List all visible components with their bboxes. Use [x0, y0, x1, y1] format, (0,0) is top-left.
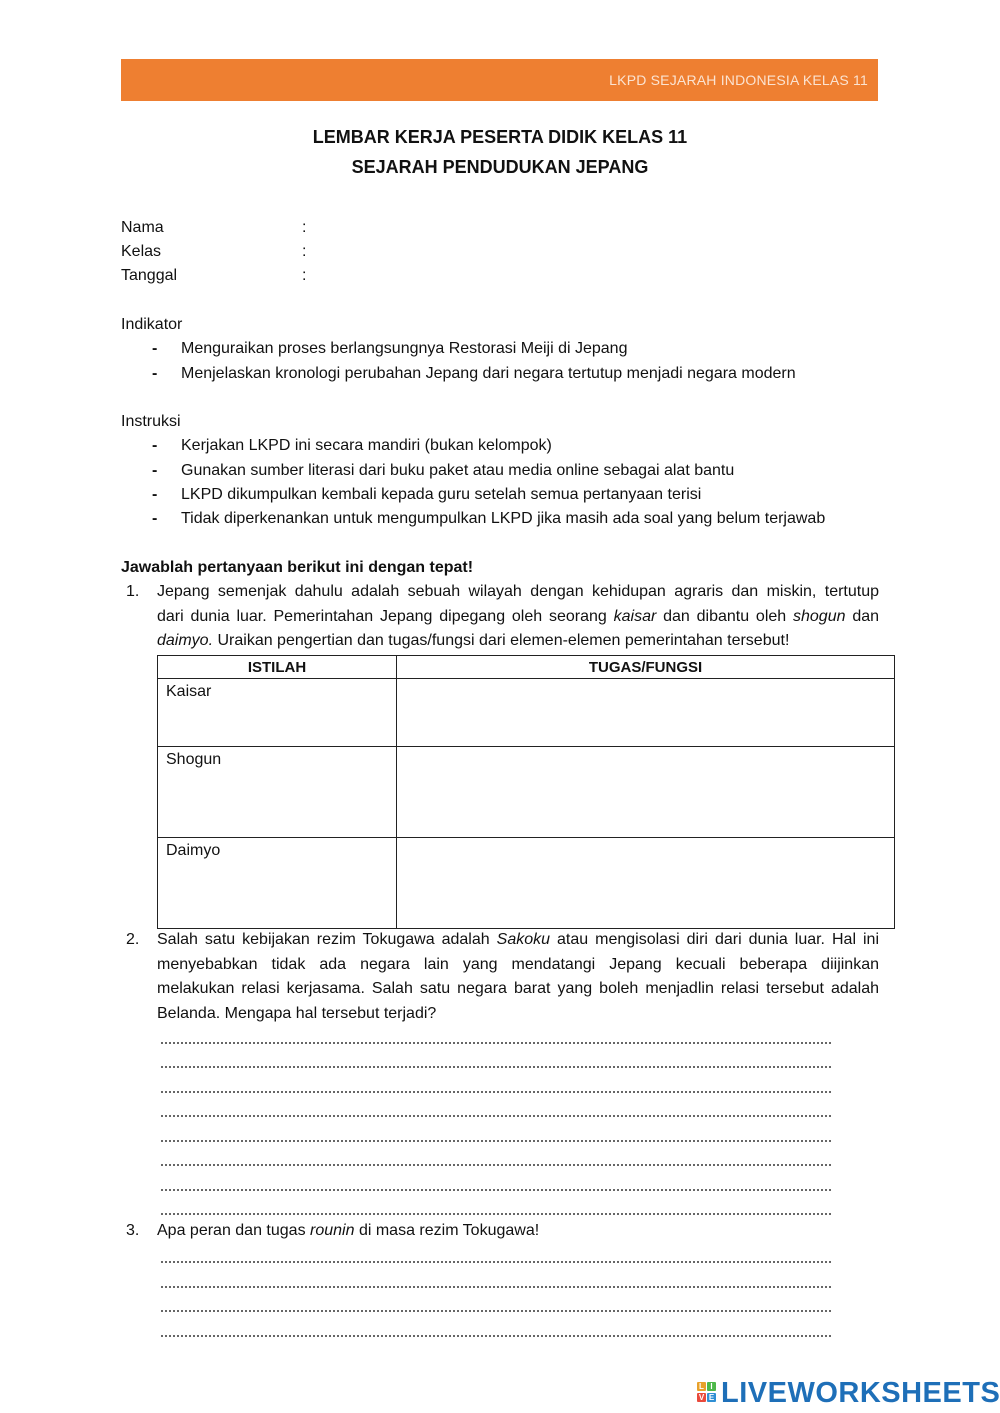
answer-line[interactable]: [160, 1066, 832, 1068]
questions-heading: Jawablah pertanyaan berikut ini dengan tepat!: [121, 559, 474, 576]
instruksi-item: Gunakan sumber literasi dari buku paket atau media online sebagai alat bantu: [181, 462, 735, 479]
answer-line[interactable]: [160, 1189, 832, 1191]
question-number-3: 3.: [126, 1222, 140, 1239]
instruksi-item: LKPD dikumpulkan kembali kepada guru setelah semua pertanyaan terisi: [181, 486, 702, 503]
bullet-dash: -: [152, 437, 158, 454]
answer-line[interactable]: [160, 1140, 832, 1142]
instruksi-item: Kerjakan LKPD ini secara mandiri (bukan kelompok): [181, 437, 552, 454]
answer-line[interactable]: [160, 1261, 832, 1263]
answer-line[interactable]: [160, 1335, 832, 1337]
instruksi-item: Tidak diperkenankan untuk mengumpulkan LKPD jika masih ada soal yang belum terjawab: [181, 510, 826, 527]
liveworksheets-logo: [697, 1377, 1000, 1410]
indikator-item: Menguraikan proses berlangsungnya Restorasi Meiji di Jepang: [181, 340, 628, 357]
question-1-line-1: Jepang semenjak dahulu adalah sebuah wilayah dengan kehidupan agraris dan miskin, tertutup: [157, 583, 879, 600]
answer-line[interactable]: [160, 1213, 832, 1215]
answer-line[interactable]: [160, 1286, 832, 1288]
bullet-dash: -: [152, 365, 158, 382]
answer-line[interactable]: [160, 1115, 832, 1117]
field-label-kelas: Kelas: [121, 243, 162, 260]
question-2-text: [157, 928, 879, 1026]
istilah-table: [157, 655, 895, 929]
bullet-dash: -: [152, 486, 158, 503]
table-row: [158, 838, 895, 929]
table-cell-term: Kaisar: [158, 679, 397, 747]
bullet-dash: -: [152, 510, 158, 527]
bullet-dash: -: [152, 462, 158, 479]
field-label-nama: Nama: [121, 219, 164, 236]
table-cell-answer[interactable]: [397, 747, 895, 838]
field-sep-tanggal: :: [302, 267, 307, 284]
question-2-line-3: melakukan relasi kerjasama. Salah satu negara barat yang boleh menjadlin relasi tersebut adalah: [157, 980, 879, 997]
question-1-line-2: dari dunia luar. Pemerintahan Jepang dipegang oleh seorang kaisar dan dibantu oleh shogun dan: [157, 607, 880, 625]
question-number-1: 1.: [126, 583, 140, 600]
table-cell-term: Daimyo: [158, 838, 397, 929]
field-sep-nama: :: [302, 219, 307, 236]
table-row: [158, 747, 895, 838]
question-2-line-1: Salah satu kebijakan rezim Tokugawa adalah Sakoku atau mengisolasi diri dari dunia luar. Hal ini: [157, 931, 879, 948]
question-1-text: [157, 580, 879, 654]
question-1-line-3: daimyo. Uraikan pengertian dan tugas/fungsi dari elemen-elemen pemerintahan tersebut!: [157, 632, 790, 649]
field-sep-kelas: :: [302, 243, 307, 260]
field-label-tanggal: Tanggal: [121, 267, 178, 284]
answer-line[interactable]: [160, 1164, 832, 1166]
page-title: LEMBAR KERJA PESERTA DIDIK KELAS 11: [312, 127, 688, 147]
table-header-tugas: TUGAS/FUNGSI: [397, 656, 895, 679]
question-2-line-4: Belanda. Mengapa hal tersebut terjadi?: [157, 1004, 437, 1022]
answer-line[interactable]: [160, 1091, 832, 1093]
logo-mark-icon: L I V E: [698, 1381, 715, 1402]
page-subtitle: SEJARAH PENDUDUKAN JEPANG: [351, 157, 649, 177]
table-row: [158, 679, 895, 747]
header-bar: [121, 59, 878, 101]
logo-text: LIVEWORKSHEETS: [721, 1377, 1000, 1409]
answer-line[interactable]: [160, 1310, 832, 1312]
table-cell-answer[interactable]: [397, 838, 895, 929]
header-label: LKPD SEJARAH INDONESIA KELAS 11: [609, 72, 868, 88]
table-cell-answer[interactable]: [397, 679, 895, 747]
table-header-istilah: ISTILAH: [158, 656, 397, 679]
indikator-heading: Indikator: [121, 316, 183, 333]
indikator-item: Menjelaskan kronologi perubahan Jepang dari negara tertutup menjadi negara modern: [181, 365, 796, 382]
table-header-row: [158, 656, 895, 679]
instruksi-heading: Instruksi: [121, 413, 181, 430]
table-cell-term: Shogun: [158, 747, 397, 838]
question-number-2: 2.: [126, 931, 140, 948]
question-2-line-2: menyebabkan tidak ada negara lain yang mendatangi Jepang kecuali beberapa diijinkan: [157, 955, 879, 973]
question-3-text: Apa peran dan tugas rounin di masa rezim Tokugawa!: [157, 1222, 540, 1239]
answer-line[interactable]: [160, 1042, 832, 1044]
bullet-dash: -: [152, 340, 158, 357]
